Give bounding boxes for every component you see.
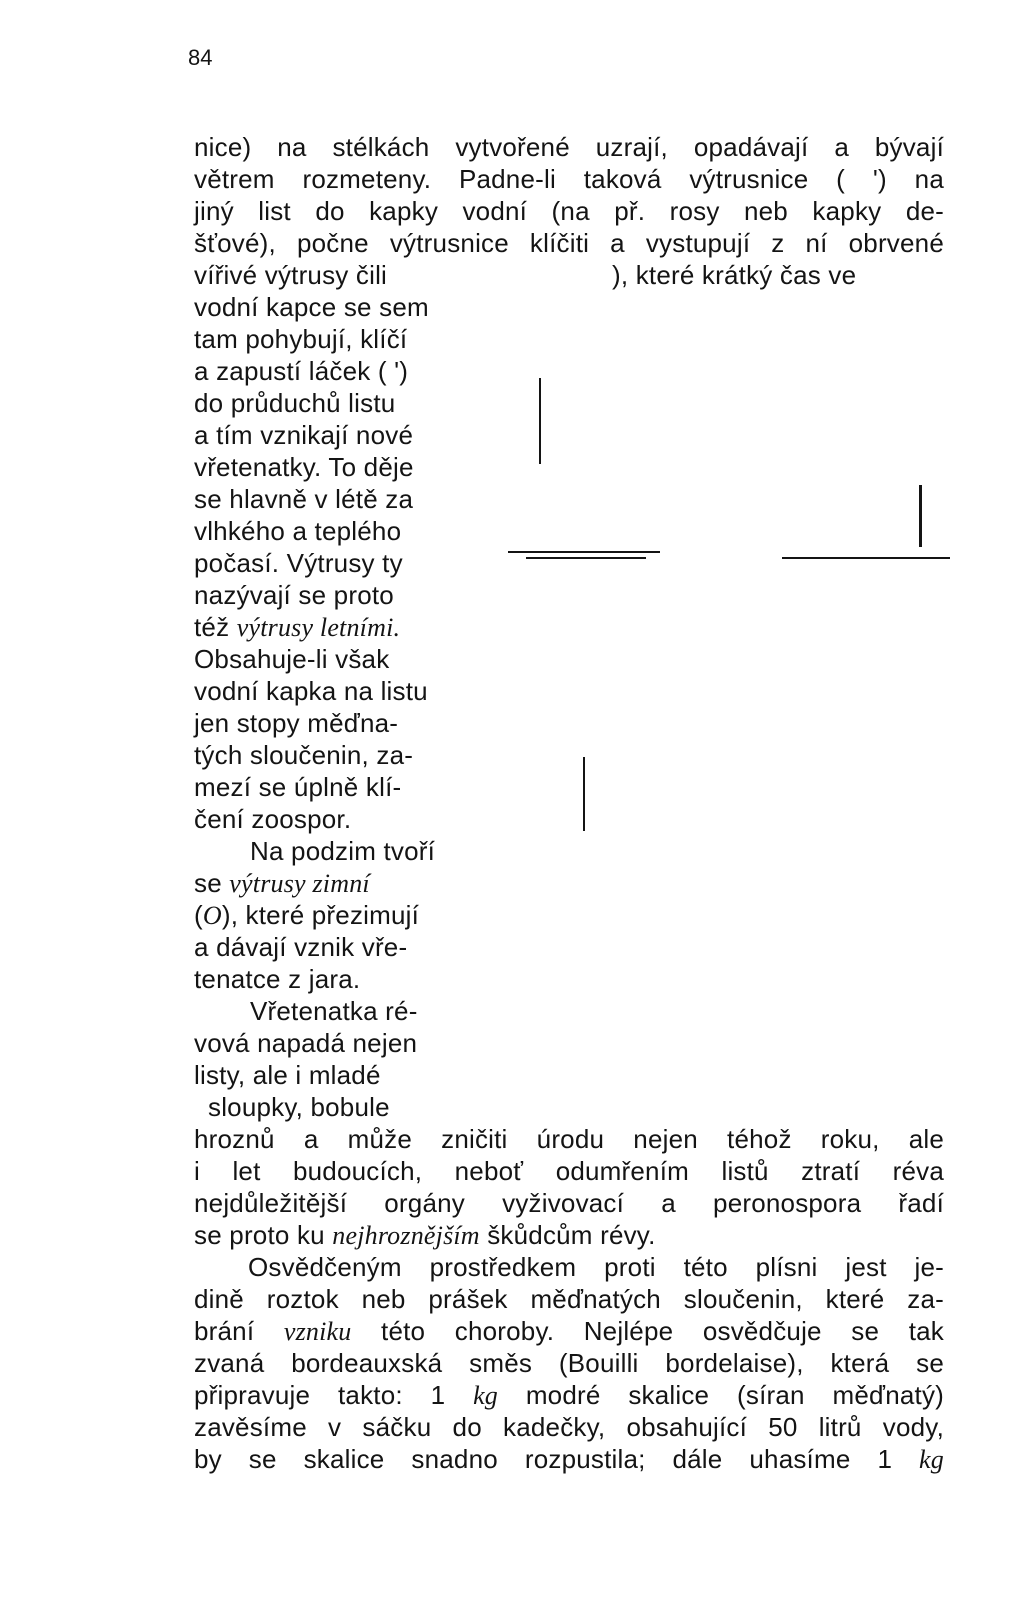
text-line: listy, ale i mladé [194,1060,381,1090]
text-line: vířivé výtrusy čili ), které krátký čas ve [194,260,857,290]
text-line: (O), které přezimují [194,900,420,930]
text-line: připravuje takto: 1 kg modré skalice (síran měďnatý) [194,1380,944,1410]
text-line: a tím vznikají nové [194,420,414,450]
text-line: a zapustí láček ( ') [194,356,409,386]
text-line: nejdůležitější orgány vyživovací a peronospora řadí [194,1188,944,1218]
text-line: tých sloučenin, za- [194,740,414,770]
text-line: se výtrusy zimní [194,868,370,898]
text-line: vlhkého a teplého [194,516,402,546]
text-line: by se skalice snadno rozpustila; dále uhasíme 1 kg [194,1444,944,1474]
figure-line-mark [526,557,646,559]
text-line: Vřetenatka ré- [250,996,418,1026]
text-line: se hlavně v létě za [194,484,414,514]
text-line: zvaná bordeauxská směs (Bouilli bordelaise), která se [194,1348,944,1378]
text-line: vodní kapka na listu [194,676,428,706]
text-line: čení zoospor. [194,804,352,834]
text-line: Osvědčeným prostředkem proti této plísni jest je- [248,1252,944,1282]
text-line: vová napadá nejen [194,1028,418,1058]
text-line: vodní kapce se sem [194,292,429,322]
text-line: nice) na stélkách vytvořené uzrají, opadávají a bývají [194,132,944,162]
text-line: šťové), počne výtrusnice klíčiti a vystupují z ní obrvené [194,228,944,258]
text-line: brání vzniku této choroby. Nejlépe osvědčuje se tak [194,1316,944,1346]
text-line: počasí. Výtrusy ty [194,548,403,578]
figure-line-mark [539,378,541,464]
figure-line-mark [782,557,950,559]
page-number: 84 [188,45,213,70]
text-line: vřetenatky. To děje [194,452,414,482]
figure-line-mark [919,485,922,547]
text-line: tam pohybují, klíčí [194,324,408,354]
figure-line-mark [508,551,660,553]
text-line: sloupky, bobule [208,1092,390,1122]
text-line: dině roztok neb prášek měďnatých sloučenin, které za- [194,1284,944,1314]
text-line: jen stopy měďna- [194,708,399,738]
text-line: zavěsíme v sáčku do kadečky, obsahující 50 litrů vody, [194,1412,944,1442]
text-line: do průduchů listu [194,388,396,418]
text-line: a dávají vznik vře- [194,932,408,962]
text-line: mezí se úplně klí- [194,772,402,802]
text-line: též výtrusy letními. [194,612,401,642]
text-line: Na podzim tvoří [250,836,436,866]
text-line: nazývají se proto [194,580,394,610]
text-line: Obsahuje-li však [194,644,390,674]
text-line: větrem rozmeteny. Padne-li taková výtrusnice ( ') na [194,164,944,194]
text-line: se proto ku nejhroznějším škůdcům révy. [194,1220,656,1250]
figure-line-mark [583,757,585,831]
text-line: tenatce z jara. [194,964,361,994]
text-line: jiný list do kapky vodní (na př. rosy neb kapky de- [194,196,944,226]
text-line: i let budoucích, neboť odumřením listů ztratí réva [194,1156,944,1186]
text-line: hroznů a může zničiti úrodu nejen téhož roku, ale [194,1124,944,1154]
